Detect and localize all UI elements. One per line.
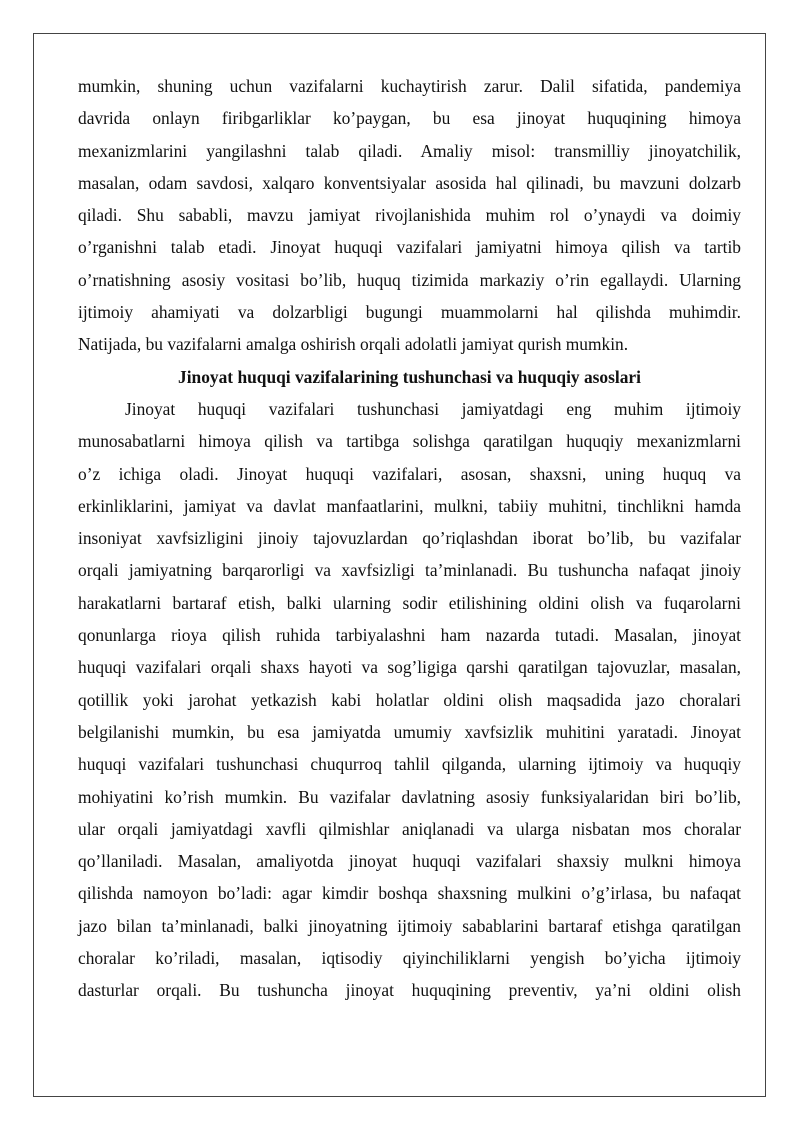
text-line: qiladi. Shu sababli, mavzu jamiyat rivojlanishida muhim rol o’ynaydi va doimiy [78, 205, 741, 226]
text-line: masalan, odam savdosi, xalqaro konventsiyalar asosida hal qilinadi, bu mavzuni dolzarb [78, 172, 741, 193]
text-line: insoniyat xavfsizligini jinoiy tajovuzlardan qo’riqlashdan iborat bo’lib, bu vazifalar [78, 528, 741, 549]
text-line: harakatlarni bartaraf etish, balki ularning sodir etilishining oldini olish va fuqarolarni [78, 592, 741, 613]
text-line: qo’llaniladi. Masalan, amaliyotda jinoyat huquqi vazifalari shaxsiy mulkni himoya [78, 851, 741, 872]
text-line: davrida onlayn firibgarliklar ko’paygan, bu esa jinoyat huquqining himoya [78, 108, 741, 129]
text-line: Jinoyat huquqi vazifalari tushunchasi jamiyatdagi eng muhim ijtimoiy [125, 398, 741, 419]
text-line: choralar ko’riladi, masalan, iqtisodiy qiyinchiliklarni yengish bo’yicha ijtimoiy [78, 948, 741, 969]
text-line: o’z ichiga oladi. Jinoyat huquqi vazifalari, asosan, shaxsni, uning huquq va [78, 463, 741, 484]
text-line: mexanizmlarini yangilashni talab qiladi. Amaliy misol: transmilliy jinoyatchilik, [78, 140, 741, 161]
text-line: orqali jamiyatning barqarorligi va xavfsizligi ta’minlanadi. Bu tushuncha nafaqat jinoiy [78, 560, 741, 581]
text-line: o’rnatishning asosiy vositasi bo’lib, huquq tizimida markaziy o’rin egallaydi. Ularning [78, 269, 741, 290]
text-line: erkinliklarini, jamiyat va davlat manfaatlarini, mulkni, tabiiy muhitni, tinchlikni hamda [78, 495, 741, 516]
paragraph-definition [78, 393, 741, 1007]
text-line: Natijada, bu vazifalarni amalga oshirish orqali adolatli jamiyat qurish mumkin. [78, 334, 629, 355]
text-line: mumkin, shuning uchun vazifalarni kuchaytirish zarur. Dalil sifatida, pandemiya [78, 76, 741, 96]
text-line: dasturlar orqali. Bu tushuncha jinoyat huquqining preventiv, ya’ni oldini olish [78, 980, 741, 1001]
text-line: belgilanishi mumkin, bu esa jamiyatda umumiy xavfsizlik muhitini yaratadi. Jinoyat [78, 721, 741, 742]
text-line: ijtimoiy ahamiyati va dolzarbligi bugungi muammolarni hal qilishda muhimdir. [78, 302, 741, 323]
text-line: huquqi vazifalari orqali shaxs hayoti va sog’ligiga qarshi qaratilgan tajovuzlar, masalan, [78, 657, 741, 678]
text-line: qilishda namoyon bo’ladi: agar kimdir boshqa shaxsning mulkini o’g’irlasa, bu nafaqat [78, 883, 741, 904]
text-line: ular orqali jamiyatdagi xavfli qilmishlar aniqlanadi va ularga nisbatan mos choralar [78, 818, 741, 839]
section-heading: Jinoyat huquqi vazifalarining tushunchasi va huquqiy asoslari [178, 366, 641, 387]
text-line: munosabatlarni himoya qilish va tartibga solishga qaratilgan huquqiy mexanizmlarni [78, 431, 741, 452]
paragraph-intro [78, 70, 741, 361]
document-body [78, 70, 741, 1007]
text-line: jazo bilan ta’minlanadi, balki jinoyatning ijtimoiy sabablarini bartaraf etishga qaratilgan [78, 915, 741, 936]
text-line: o’rganishni talab etadi. Jinoyat huquqi vazifalari jamiyatni himoya qilish va tartib [78, 237, 741, 258]
text-line: qonunlarga rioya qilish ruhida tarbiyalashni ham nazarda tutadi. Masalan, jinoyat [78, 625, 741, 646]
text-line: qotillik yoki jarohat yetkazish kabi holatlar oldini olish maqsadida jazo choralari [78, 689, 741, 710]
text-line: mohiyatini ko’rish mumkin. Bu vazifalar davlatning asosiy funksiyalaridan biri bo’lib, [78, 786, 741, 807]
text-line: huquqi vazifalari tushunchasi chuqurroq tahlil qilganda, ularning ijtimoiy va huquqiy [78, 754, 741, 775]
